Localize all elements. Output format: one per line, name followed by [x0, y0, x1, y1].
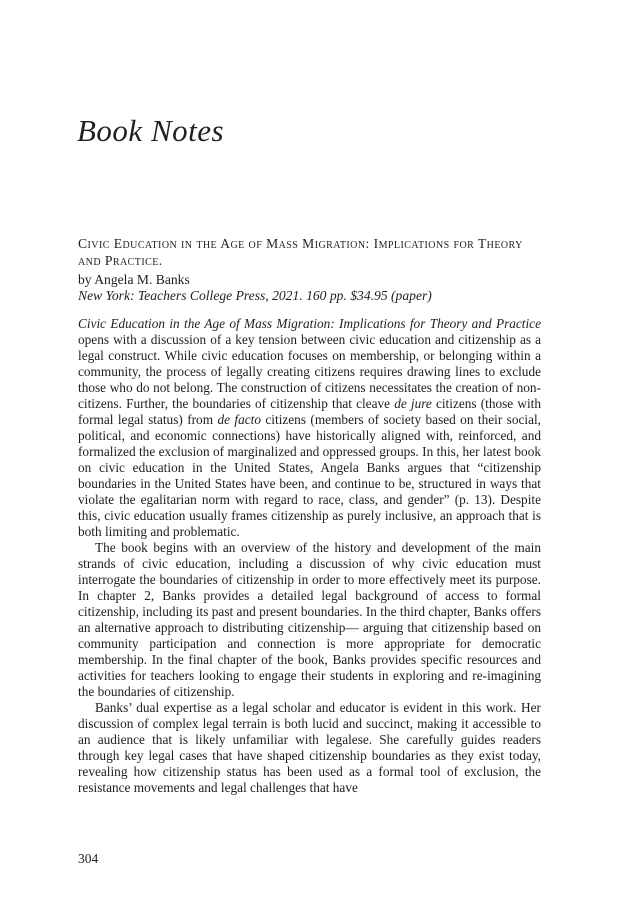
review-paragraph [78, 316, 541, 540]
page-title: Book Notes [77, 113, 225, 148]
review-paragraph [78, 700, 541, 796]
text-run: Banks’ dual expertise as a legal scholar and educator is evident in this work. Her discussion of complex legal terrain is both lucid and succinct, making it accessible to an audience that is likely unfamiliar with legalese. She carefully guides readers through key legal cases that have shaped citizenship boundaries as they exist today, revealing how citizenship status has been used as a formal tool of exclusion, the resistance movements and legal challenges that have [78, 700, 541, 795]
text-run: The book begins with an overview of the history and development of the main strands of civic education, including a discussion of why civic education must interrogate the boundaries of citizenship in order to more effectively meet its purpose. In chapter 2, Banks provides a detailed legal background of access to formal citizenship, including its past and present boundaries. In the third chapter, Banks offers an alternative approach to distributing citizenship— arguing that citizenship based on community participation and connection is more appropriate for democratic membership. In the final chapter of the book, Banks provides specific resources and activities for teachers looking to engage their students in exploring and re-imagining the boundaries of citizenship. [78, 540, 541, 699]
text-run: opens with a discussion of a key tension between civic education and citizenship as a legal construct. While civic education focuses on membership, or belonging within a community, the process of legally creating citizens requires drawing lines to exclude those who do not belong. The construction of citizens necessitates the creation of non-citizens. Further, the boundaries of citizenship that cleave [78, 332, 541, 411]
italic-text-run: Civic Education in the Age of Mass Migration: Implications for Theory and Practice [78, 316, 541, 331]
text-run: citizens (members of society based on their social, political, and economic connections) have historically aligned with, reinforced, and formalized the exclusion of marginalized and oppressed groups. In this, her latest book on civic education in the United States, Angela Banks argues that “citizenship boundaries in the United States have been, and continue to be, structured in ways that violate the egalitarian norm with regard to race, class, and gender” (p. 13). Despite this, civic education usually frames citizenship as purely inclusive, an approach that is both limiting and problematic. [78, 412, 541, 539]
book-imprint: New York: Teachers College Press, 2021. 160 pp. $34.95 (paper) [78, 288, 432, 303]
review-body [78, 316, 541, 796]
text-run: citizens (those with formal legal status) from [78, 396, 541, 427]
book-byline: by Angela M. Banks [78, 272, 190, 287]
review-paragraph [78, 540, 541, 700]
book-entry [78, 235, 541, 796]
page-number: 304 [78, 851, 99, 866]
book-heading: Civic Education in the Age of Mass Migration: Implications for Theory and Practice. [78, 236, 523, 268]
italic-text-run: de jure [394, 396, 432, 411]
italic-text-run: de facto [217, 412, 261, 427]
